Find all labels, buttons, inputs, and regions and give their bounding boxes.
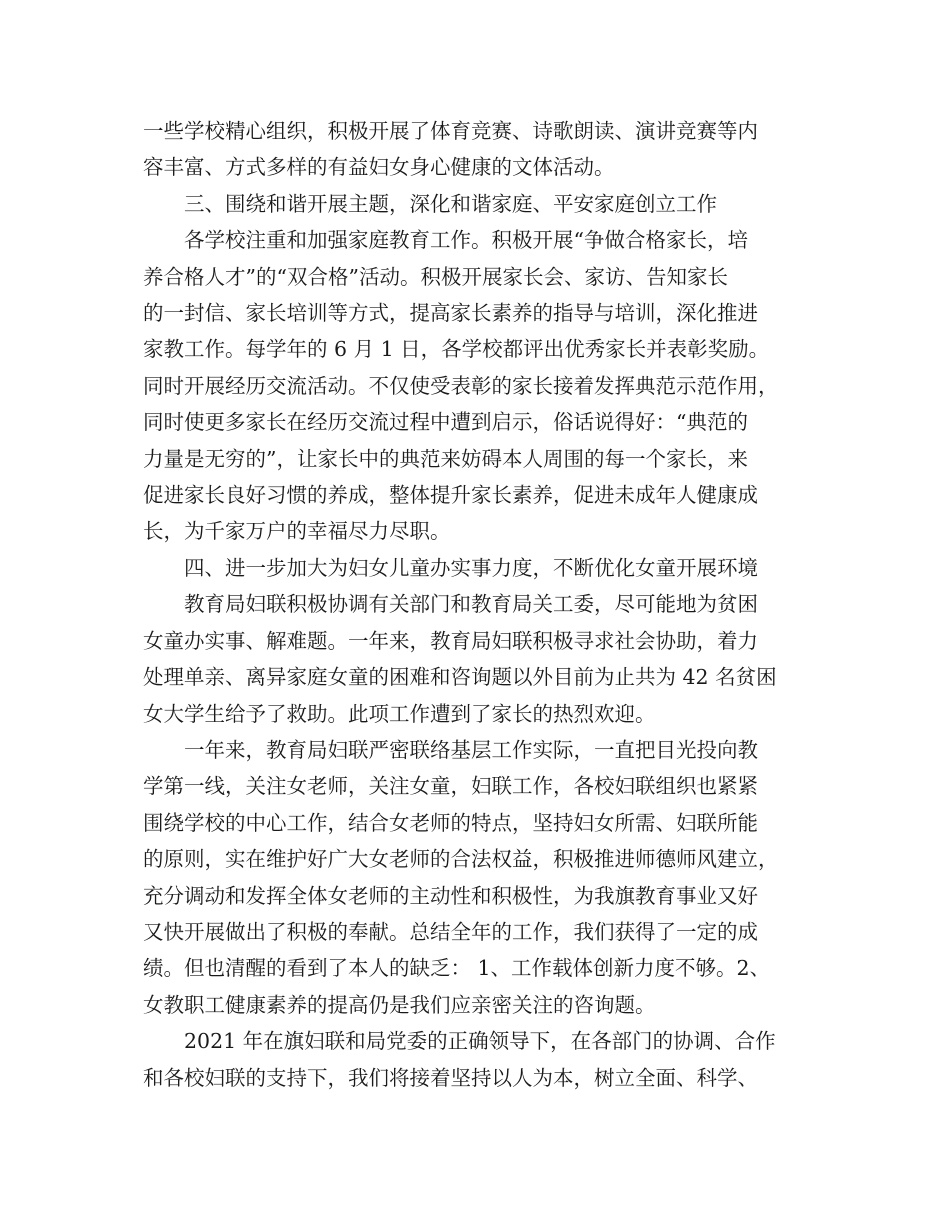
paragraph-2021-plan [143, 1023, 815, 1096]
text-line: 处理单亲、离异家庭女童的困难和咨询题以外目前为止共为 42 名贫困 [143, 665, 777, 690]
text-line: 长，为千家万户的幸福尽力尽职。 [143, 519, 451, 544]
text-line: 的一封信、家长培训等方式，提高家长素养的指导与培训，深化推进 [143, 301, 758, 326]
paragraph-year-summary [143, 732, 815, 1023]
text-line: 女大学生给予了救助。此项工作遭到了家长的热烈欢迎。 [143, 701, 656, 726]
text-line: 充分调动和发挥全体女老师的主动性和积极性，为我旗教育事业又好 [143, 883, 758, 908]
paragraph-family-education [143, 222, 815, 550]
text-line: 同时使更多家长在经历交流过程中遭到启示，俗话说得好：“典范的 [143, 410, 748, 435]
text-line: 养合格人才”的“双合格”活动。积极开展家长会、家访、告知家长 [143, 264, 728, 289]
text-line: 同时开展经历交流活动。不仅使受表彰的家长接着发挥典范示范作用， [143, 373, 779, 398]
paragraph-girls-assistance [143, 586, 815, 732]
text-line: 容丰富、方式多样的有益妇女身心健康的文体活动。 [143, 155, 615, 180]
text-line: 2021 年在旗妇联和局党委的正确领导下，在各部门的协调、合作 [184, 1029, 776, 1054]
section-heading-3 [143, 186, 815, 222]
text-line: 教育局妇联积极协调有关部门和教育局关工委，尽可能地为贫困 [184, 592, 758, 617]
text-line: 女教职工健康素养的提高仍是我们应亲密关注的咨询题。 [143, 992, 656, 1017]
text-line: 一些学校精心组织，积极开展了体育竞赛、诗歌朗读、演讲竞赛等内 [143, 119, 758, 143]
text-line: 促进家长良好习惯的养成，整体提升家长素养，促进未成年人健康成 [143, 483, 758, 508]
text-line: 女童办实事、解难题。一年来，教育局妇联积极寻求社会协助，着力 [143, 628, 758, 653]
text-line: 家教工作。每学年的 6 月 1 日，各学校都评出优秀家长并表彰奖励。 [143, 337, 770, 362]
text-line: 的原则，实在维护好广大女老师的合法权益，积极推进师德师风建立， [143, 847, 779, 872]
text-line: 四、进一步加大为妇女儿童办实事力度，不断优化女童开展环境 [184, 555, 758, 580]
text-line: 绩。但也清醒的看到了本人的缺乏： 1、工作载体创新力度不够。2、 [143, 956, 771, 981]
text-line: 力量是无穷的”，让家长中的典范来妨碍本人周围的每一个家长，来 [143, 446, 748, 471]
text-line: 学第一线，关注女老师，关注女童，妇联工作，各校妇联组织也紧紧 [143, 774, 758, 799]
text-line: 一年来，教育局妇联严密联络基层工作实际，一直把目光投向教 [184, 737, 758, 762]
text-line: 三、围绕和谐开展主题，深化和谐家庭、平安家庭创立工作 [184, 191, 717, 216]
text-line: 围绕学校的中心工作，结合女老师的特点，坚持妇女所需、妇联所能 [143, 810, 758, 835]
document-body [143, 113, 815, 1096]
text-line: 和各校妇联的支持下，我们将接着坚持以人为本，树立全面、科学、 [143, 1065, 758, 1090]
paragraph-1 [143, 113, 815, 186]
section-heading-4 [143, 550, 815, 586]
text-line: 又快开展做出了积极的奉献。总结全年的工作，我们获得了一定的成 [143, 919, 758, 944]
text-line: 各学校注重和加强家庭教育工作。积极开展“争做合格家长，培 [184, 228, 748, 253]
